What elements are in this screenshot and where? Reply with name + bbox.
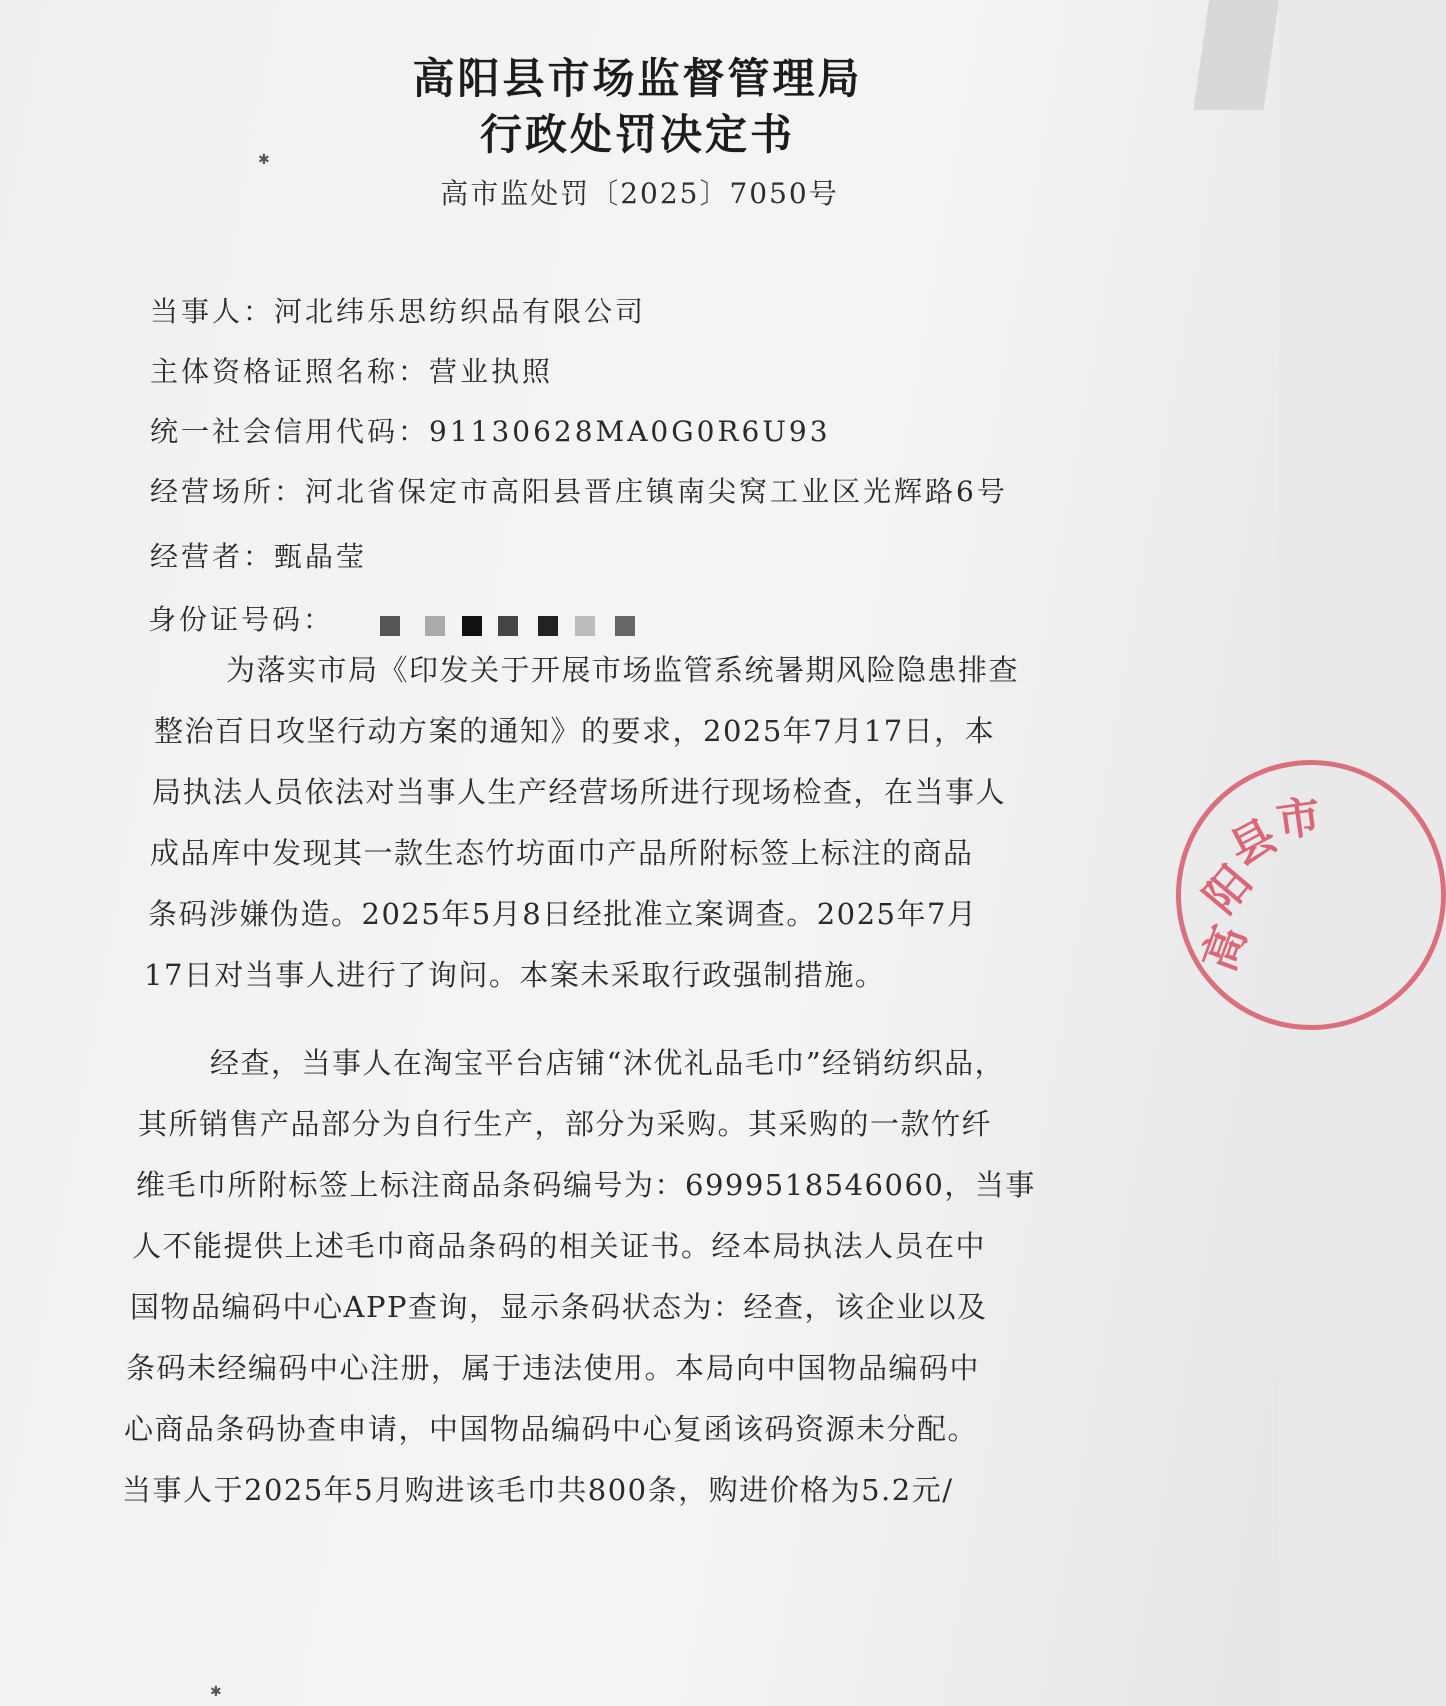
field-value: 河北纬乐思纺织品有限公司 <box>274 295 647 328</box>
party-name-field <box>150 290 646 330</box>
credit-code-field <box>150 410 831 450</box>
field-value: 河北省保定市高阳县晋庄镇南尖窝工业区光辉路6号 <box>305 475 1008 508</box>
field-label: 身份证号码： <box>148 603 335 636</box>
seal-char: 阳 <box>1194 856 1263 924</box>
field-value: 甄晶莹 <box>274 540 368 573</box>
license-name-field <box>150 350 553 390</box>
paragraph-line: 国物品编码中心APP查询，显示条码状态为：经查，该企业以及 <box>130 1290 988 1324</box>
field-label: 经营者： <box>150 540 275 573</box>
paragraph-line: 局执法人员依法对当事人生产经营场所进行现场检查，在当事人 <box>152 775 1007 809</box>
paragraph-line: 经查，当事人在淘宝平台店铺“沐优礼品毛巾”经销纺织品， <box>210 1046 1006 1080</box>
paragraph-line: 当事人于2025年5月购进该毛巾共800条，购进价格为5.2元/ <box>122 1473 954 1507</box>
seal-char: 高 <box>1193 919 1257 978</box>
paragraph-case-background <box>144 640 1020 1006</box>
paragraph-line: 整治百日攻坚行动方案的通知》的要求，2025年7月17日，本 <box>154 714 996 748</box>
paragraph-line: 成品库中发现其一款生态竹坊面巾产品所附标签上标注的商品 <box>150 836 974 870</box>
redacted-id-number <box>370 616 640 640</box>
seal-char: 县 <box>1221 810 1285 876</box>
paragraph-line: 其所销售产品部分为自行生产，部分为采购。其采购的一款竹纤 <box>138 1107 993 1141</box>
paragraph-line: 人不能提供上述毛巾商品条码的相关证书。经本局执法人员在中 <box>132 1229 987 1263</box>
field-label: 当事人： <box>150 295 275 328</box>
paragraph-line: 心商品条码协查申请，中国物品编码中心复函该码资源未分配。 <box>124 1412 979 1446</box>
seal-char: 市 <box>1273 791 1324 848</box>
field-label: 主体资格证照名称： <box>150 355 430 388</box>
field-value: 营业执照 <box>429 355 554 388</box>
paragraph-line: 17日对当事人进行了询问。本案未采取行政强制措施。 <box>144 958 886 992</box>
document-number: 高市监处罚〔2025〕7050号 <box>440 177 839 210</box>
field-label: 经营场所： <box>150 475 306 508</box>
field-label: 统一社会信用代码： <box>150 415 430 448</box>
business-address-field <box>150 470 1008 510</box>
document-title-agency: 高阳县市场监督管理局 <box>412 54 863 103</box>
paragraph-line: 条码涉嫌伪造。2025年5月8日经批准立案调查。2025年7月 <box>148 897 978 931</box>
paragraph-line: 条码未经编码中心注册，属于违法使用。本局向中国物品编码中 <box>126 1351 981 1385</box>
dust-speck: ✱ <box>210 1684 222 1700</box>
paragraph-line: 维毛巾所附标签上标注商品条码编号为：6999518546060，当事 <box>136 1168 1036 1202</box>
official-seal-stamp <box>1176 760 1446 1030</box>
paragraph-line: 为落实市局《印发关于开展市场监管系统暑期风险隐患排查 <box>226 653 1020 687</box>
operator-field <box>150 535 367 575</box>
id-number-field <box>148 598 334 638</box>
field-value: 91130628MA0G0R6U93 <box>429 415 831 448</box>
document-title-type: 行政处罚决定书 <box>479 110 795 159</box>
paragraph-investigation-findings <box>122 1033 1036 1521</box>
dust-speck: ✱ <box>258 152 270 168</box>
